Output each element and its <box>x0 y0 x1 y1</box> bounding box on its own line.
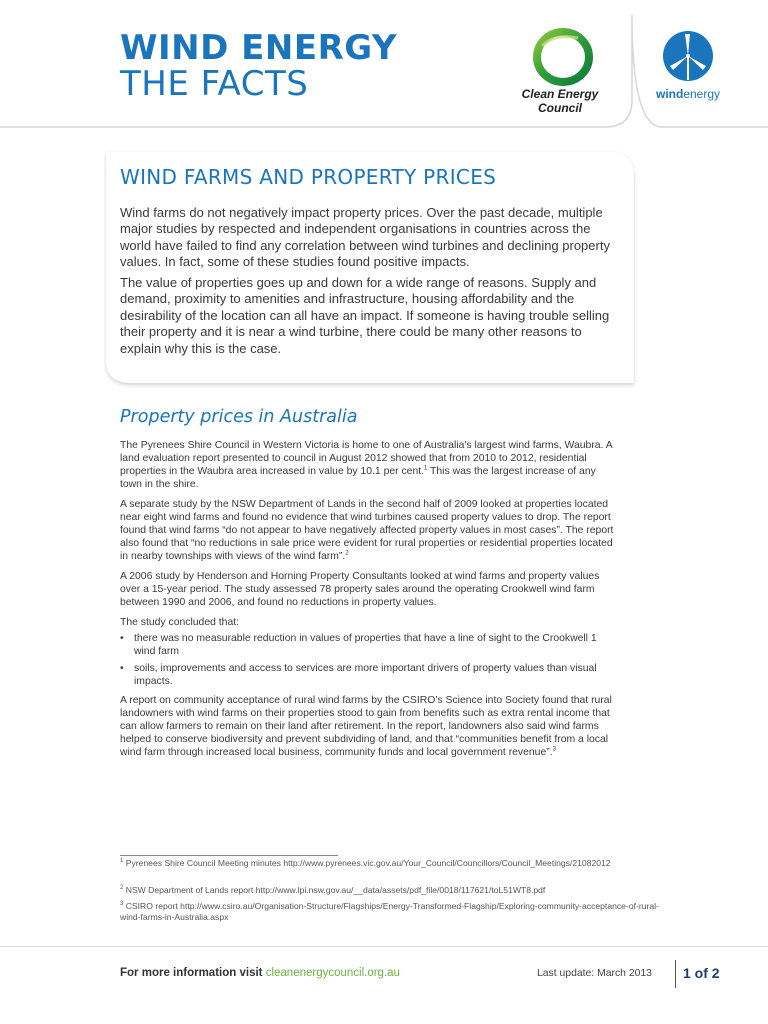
footnote-1 <box>120 858 660 869</box>
wind-energy-label <box>648 87 728 101</box>
body-paragraph-5 <box>120 694 620 759</box>
document-title <box>120 30 397 102</box>
footnote-number: 3 <box>120 901 124 908</box>
body-paragraph-2 <box>120 498 620 563</box>
body-paragraph-1 <box>120 439 620 491</box>
bullet-dot: • <box>120 633 124 644</box>
website-link[interactable]: cleanenergycouncil.org.au <box>265 967 400 979</box>
footnote-1-text: Pyrenees Shire Council Meeting minutes http://www.pyrenees.vic.gov.au/Your_Council/Councillors/Council_Meetings/21082012 <box>125 858 611 868</box>
clean-energy-council-label: Clean Energy Council <box>521 87 599 115</box>
intro-paragraph-2: The value of properties goes up and down for a wide range of reasons. Supply and demand, proximity to amenities and infrastructure, housing affordability and the desirability of the location can all have an impact. If someone is having trouble selling their property and it is near a wind turbine, there could be many other reasons to explain why this is the case. <box>120 275 610 356</box>
footnote-2-text: NSW Department of Lands report http://www.lpi.nsw.gov.au/__data/assets/pdf_file/0018/117621/toL51WT8.pdf <box>125 885 546 895</box>
body-paragraph-1-tail: This was the largest increase of any town in the shire. <box>120 466 596 491</box>
footnote-divider <box>120 855 338 856</box>
footnote-3-text: CSIRO report http://www.csiro.au/Organisation-Structure/Flagships/Energy-Transformed-Flagship/Exploring-community-acceptance-of-rural-wind-farms-in-Australia.aspx <box>120 901 659 922</box>
bullet-dot: • <box>120 663 124 674</box>
footnote-number: 1 <box>120 858 124 865</box>
footnote-ref-2: 2 <box>345 550 349 557</box>
body-paragraph-2-text: A separate study by the NSW Department of Lands in the second half of 2009 looked at properties located near eight wind farms and found no evidence that wind turbines caused property values to drop. The report found that wind farms “do not appear to have negatively affected property values in most cases”. The report also found that “no reductions in sale price were evident for rural properties or residential properties located in nearby townships with views of the wind farm”. <box>120 499 614 563</box>
page-number: 1 of 2 <box>683 965 720 981</box>
bullet-item-1-text: there was no measurable reduction in values of properties that have a line of sight to the Crookwell 1 wind farm <box>134 633 597 658</box>
wind-energy-label-rest: energy <box>683 87 721 101</box>
footnote-ref-1: 1 <box>424 465 428 472</box>
footnote-3 <box>120 901 660 922</box>
title-line-1: WIND ENERGY <box>120 28 398 68</box>
last-update: Last update: March 2013 <box>537 968 652 979</box>
bullet-item-1 <box>120 632 620 658</box>
wind-energy-label-bold: wind <box>655 87 684 101</box>
bullet-item-2 <box>120 662 620 688</box>
footnote-number: 2 <box>120 885 124 892</box>
title-line-2: THE FACTS <box>120 64 309 104</box>
body-paragraph-3: A 2006 study by Henderson and Horning Property Consultants looked at wind farms and property values over a 15-year period. The study assessed 78 property sales around the operating Crookwell wind farm between 1990 and 2006, and found no reductions in property values. <box>120 571 600 609</box>
footer-separator <box>675 960 676 988</box>
intro-paragraph-1: Wind farms do not negatively impact property prices. Over the past decade, multiple major studies by respected and independent organisations in countries across the world have failed to find any correlation between wind turbines and declining property values. In fact, some of these studies found positive impacts. <box>120 205 610 270</box>
footer-info-prefix: For more information visit <box>120 967 266 979</box>
body-paragraph-1-text: The Pyrenees Shire Council in Western Victoria is home to one of Australia's largest wind farms, Waubra. A land evaluation report presented to council in August 2012 showed that from 2010 to 2012, residential properties in the Waubra area increased in value by 10.1 per cent. <box>120 440 613 478</box>
body-paragraph-4: The study concluded that: <box>120 617 239 628</box>
bullet-item-2-text: soils, improvements and access to services are more important drivers of property values than visual impacts. <box>134 663 597 688</box>
footnote-ref-3: 3 <box>552 746 556 753</box>
footer-info <box>120 967 400 979</box>
body-paragraph-5-text: A report on community acceptance of rural wind farms by the CSIRO’s Science into Society found that rural landowners with wind farms on their properties stood to gain from benefits such as extra rental income that can allow farmers to remain on their land after retirement. In the report, landowners also said wind farms helped to conserve biodiversity and prevent subdividing of land, and that “communities benefit from a local wind farm through increased local business, community funds and local government revenue”. <box>120 695 612 759</box>
section-heading: Property prices in Australia <box>120 407 358 427</box>
intro-heading: WIND FARMS AND PROPERTY PRICES <box>120 165 497 189</box>
footer-divider <box>0 946 768 947</box>
footnote-2 <box>120 885 660 896</box>
